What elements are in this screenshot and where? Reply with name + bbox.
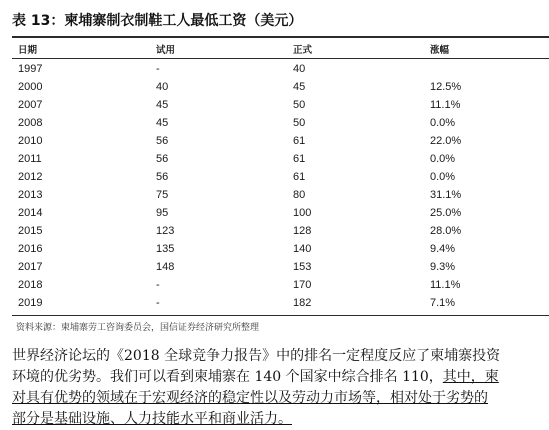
cell-date: 2018 [18, 279, 43, 291]
cell-date: 2000 [18, 81, 43, 93]
body-paragraph [12, 346, 549, 430]
cell-increase: 9.4% [430, 243, 456, 255]
cell-trial: 75 [156, 189, 169, 201]
cell-trial: - [156, 297, 160, 309]
table-row [0, 295, 549, 313]
paragraph-line: 世界经济论坛的《2018 全球竞争力报告》中的排名一定程度反应了柬埔寨投资 [12, 348, 501, 364]
cell-trial: 56 [156, 135, 169, 147]
table-row [0, 205, 549, 223]
cell-formal: 80 [293, 189, 306, 201]
paragraph-line [12, 367, 549, 388]
cell-trial: 56 [156, 171, 169, 183]
cell-increase: 0.0% [430, 153, 456, 165]
cell-date: 2007 [18, 99, 43, 111]
table-row [0, 115, 549, 133]
table-header-rule [12, 58, 549, 59]
cell-trial: 45 [156, 117, 169, 129]
cell-formal: 128 [293, 225, 312, 237]
header-formal: 正式 [293, 45, 313, 56]
header-trial: 试用 [156, 45, 176, 56]
cell-trial: 45 [156, 99, 169, 111]
cell-trial: 135 [156, 243, 175, 255]
cell-formal: 100 [293, 207, 312, 219]
cell-increase: 0.0% [430, 171, 456, 183]
cell-increase: 22.0% [430, 135, 462, 147]
cell-trial: 40 [156, 81, 169, 93]
paragraph-line: 对具有优势的领域在于宏观经济的稳定性以及劳动力市场等，相对处于劣势的 [12, 390, 488, 406]
cell-formal: 61 [293, 171, 306, 183]
cell-trial: 148 [156, 261, 175, 273]
cell-formal: 61 [293, 153, 306, 165]
table-top-rule [12, 36, 549, 38]
table-row [0, 151, 549, 169]
table-source-note: 资料来源：柬埔寨劳工咨询委员会，国信证券经济研究所整理 [16, 323, 260, 333]
cell-trial: - [156, 279, 160, 291]
cell-formal: 140 [293, 243, 312, 255]
header-increase: 涨幅 [430, 45, 450, 56]
cell-increase: 31.1% [430, 189, 462, 201]
cell-date: 1997 [18, 63, 43, 75]
cell-increase: 28.0% [430, 225, 462, 237]
cell-increase: 11.1% [430, 279, 461, 291]
table-row [0, 259, 549, 277]
cell-formal: 50 [293, 99, 306, 111]
paragraph-text: 环境的优劣势。我们可以看到柬埔寨在 140 个国家中综合排名 110， [12, 369, 443, 385]
table-header-row [0, 40, 549, 58]
cell-increase: 12.5% [430, 81, 462, 93]
cell-trial: 95 [156, 207, 169, 219]
table-row [0, 241, 549, 259]
cell-trial: 56 [156, 153, 169, 165]
cell-formal: 50 [293, 117, 306, 129]
table-row [0, 133, 549, 151]
cell-trial: 123 [156, 225, 175, 237]
table-row [0, 169, 549, 187]
cell-formal: 61 [293, 135, 306, 147]
cell-increase: 0.0% [430, 117, 456, 129]
cell-formal: 182 [293, 297, 312, 309]
cell-formal: 170 [293, 279, 312, 291]
cell-date: 2013 [18, 189, 43, 201]
table-row [0, 187, 549, 205]
cell-increase: 7.1% [430, 297, 456, 309]
table-row [0, 61, 549, 79]
table-title: 表 13：柬埔寨制衣制鞋工人最低工资（美元） [12, 13, 303, 29]
table-row [0, 223, 549, 241]
table-bottom-rule [12, 315, 549, 316]
cell-formal: 45 [293, 81, 306, 93]
cell-increase: 25.0% [430, 207, 462, 219]
cell-date: 2019 [18, 297, 43, 309]
cell-date: 2012 [18, 171, 43, 183]
cell-increase: 9.3% [430, 261, 456, 273]
underlined-text: 其中，柬 [442, 369, 499, 385]
table-row [0, 79, 549, 97]
cell-formal: 40 [293, 63, 306, 75]
cell-date: 2015 [18, 225, 43, 237]
cell-trial: - [156, 63, 160, 75]
cell-date: 2016 [18, 243, 43, 255]
cell-date: 2017 [18, 261, 43, 273]
cell-increase: 11.1% [430, 99, 461, 111]
table-row [0, 97, 549, 115]
header-date: 日期 [18, 45, 38, 56]
cell-date: 2008 [18, 117, 43, 129]
cell-date: 2014 [18, 207, 43, 219]
paragraph-line: 部分是基础设施、人力技能水平和商业活力。 [12, 411, 292, 427]
cell-date: 2011 [18, 153, 42, 165]
cell-formal: 153 [293, 261, 312, 273]
table-row [0, 277, 549, 295]
cell-date: 2010 [18, 135, 43, 147]
